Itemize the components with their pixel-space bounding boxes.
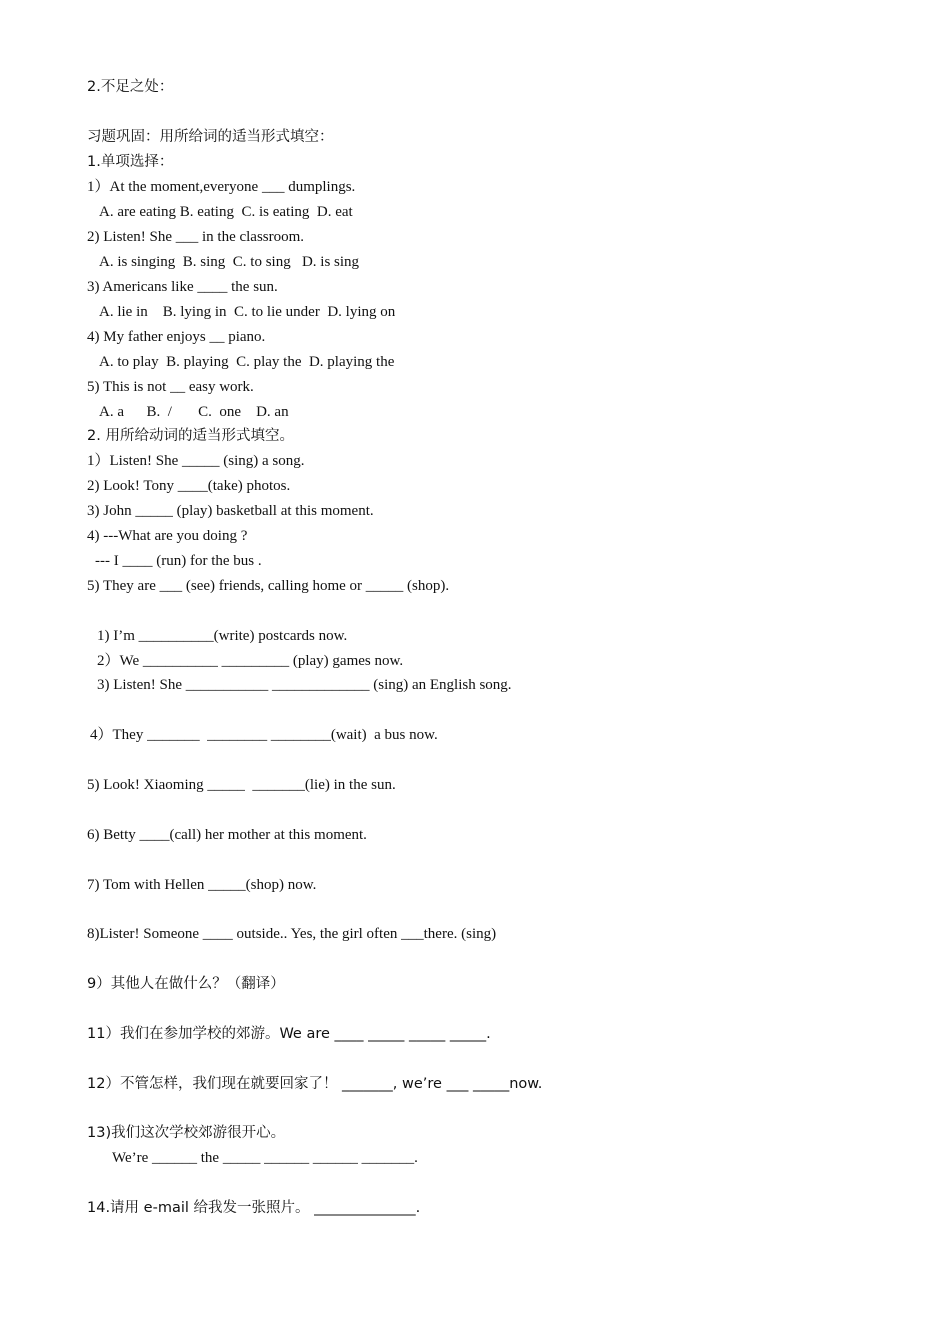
question: 5) They are ___ (see) friends, calling home or _____ (shop). (87, 578, 450, 594)
question: 6) Betty ____(call) her mother at this moment. (87, 827, 367, 843)
options: A. lie in B. lying in C. to lie under D. lying on (99, 304, 396, 320)
options: A. is singing B. sing C. to sing D. is sing (99, 254, 360, 270)
question: 1）At the moment,everyone ___ dumplings. (87, 179, 356, 195)
section-multiple-choice: 1.单项选择： (87, 154, 174, 170)
translation-question: 13)我们这次学校郊游很开心。 (87, 1125, 286, 1141)
question: 3) Americans like ____ the sun. (87, 279, 278, 295)
translation-question: 11）我们在参加学校的郊游。We are ____ _____ _____ _____. (87, 1026, 491, 1042)
exercise-heading: 习题巩固：用所给词的适当形式填空： (87, 129, 334, 145)
question: 4）They _______ ________ ________(wait) a bus now. (90, 727, 438, 743)
question: 5) Look! Xiaoming _____ _______(lie) in the sun. (87, 777, 396, 793)
question: 2）We __________ _________ (play) games now. (97, 653, 404, 669)
question: 4) ---What are you doing ? (87, 528, 248, 544)
question: 1) I’m __________(write) postcards now. (97, 628, 348, 644)
question: 5) This is not __ easy work. (87, 379, 254, 395)
question: 2) Look! Tony ____(take) photos. (87, 478, 291, 494)
question: 8)Lister! Someone ____ outside.. Yes, the girl often ___there. (sing) (87, 926, 497, 942)
options: A. are eating B. eating C. is eating D. eat (99, 204, 353, 220)
question: 3) John _____ (play) basketball at this moment. (87, 503, 374, 519)
question: 3) Listen! She ___________ _____________ (sing) an English song. (97, 677, 512, 693)
translation-question: 12）不管怎样，我们现在就要回家了！ _______, we’re ___ _____now. (87, 1076, 543, 1092)
translation-question: 14.请用 e-mail 给我发一张照片。 ______________. (87, 1200, 421, 1216)
options: A. to play B. playing C. play the D. playing the (99, 354, 395, 370)
question-answer: --- I ____ (run) for the bus . (95, 553, 262, 569)
question: 1）Listen! She _____ (sing) a song. (87, 453, 305, 469)
options: A. a B. / C. one D. an (99, 404, 289, 420)
question: 2) Listen! She ___ in the classroom. (87, 229, 305, 245)
section-verb-forms: 2. 用所给动词的适当形式填空。 (87, 428, 294, 444)
translation-question: 9）其他人在做什么？（翻译） (87, 976, 285, 992)
question: 4) My father enjoys __ piano. (87, 329, 266, 345)
question: 7) Tom with Hellen _____(shop) now. (87, 877, 317, 893)
translation-answer: We’re ______ the _____ ______ ______ _______. (112, 1150, 418, 1166)
section-shortcomings: 2.不足之处： (87, 79, 174, 95)
